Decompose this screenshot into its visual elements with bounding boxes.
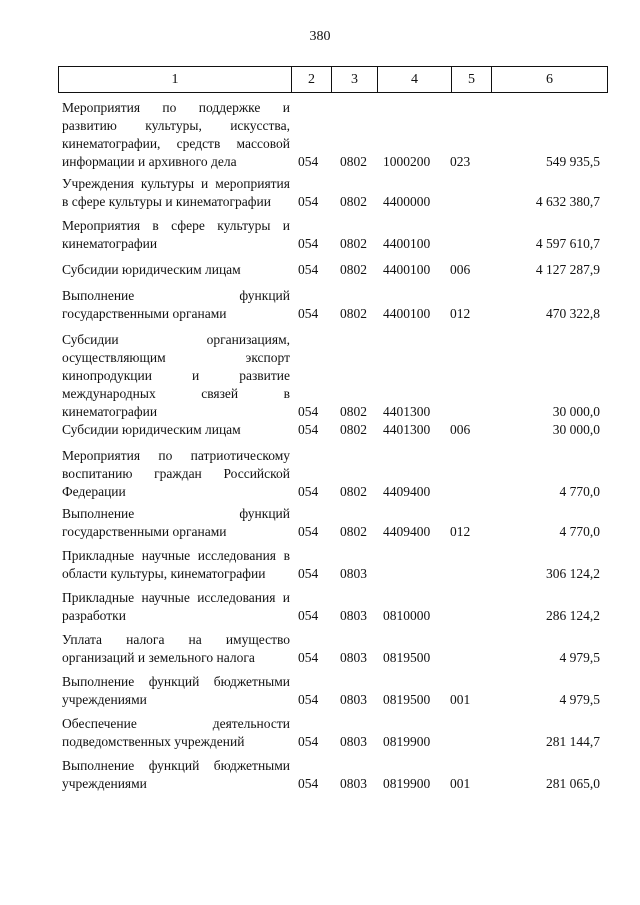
row-amount: 281 065,0 xyxy=(546,776,600,791)
row-expense-type: 012 xyxy=(450,524,471,539)
row-amount: 4 770,0 xyxy=(559,524,600,539)
row-section-code: 0803 xyxy=(340,776,367,791)
row-ministry-code: 054 xyxy=(298,608,319,623)
row-description-line: развитию культуры, искусства, xyxy=(62,118,290,133)
row-description-line: Уплата налога на имущество xyxy=(62,632,290,647)
row-amount: 470 322,8 xyxy=(546,306,600,321)
row-expense-type: 012 xyxy=(450,306,471,321)
row-description xyxy=(62,757,290,793)
row-ministry-code: 054 xyxy=(298,262,319,277)
row-ministry-code: 054 xyxy=(298,422,319,437)
row-description-line: области культуры, кинематографии xyxy=(62,566,266,581)
row-expense-type: 023 xyxy=(450,154,471,169)
row-amount: 281 144,7 xyxy=(546,734,600,749)
row-description-line: Выполнение функций бюджетными xyxy=(62,674,290,689)
row-target-article: 0819900 xyxy=(383,734,431,749)
row-target-article: 0819500 xyxy=(383,650,431,665)
row-description-line: Выполнение функций xyxy=(62,506,290,521)
row-description-line: кинематографии xyxy=(62,404,158,419)
row-ministry-code: 054 xyxy=(298,404,319,419)
row-description xyxy=(62,421,290,439)
row-ministry-code: 054 xyxy=(298,776,319,791)
row-amount: 549 935,5 xyxy=(546,154,600,169)
row-description-line: учреждениями xyxy=(62,692,147,707)
row-target-article: 1000200 xyxy=(383,154,431,169)
row-ministry-code: 054 xyxy=(298,734,319,749)
row-section-code: 0802 xyxy=(340,262,367,277)
row-ministry-code: 054 xyxy=(298,692,319,707)
page-number: 380 xyxy=(309,29,331,44)
row-description xyxy=(62,631,290,667)
row-ministry-code: 054 xyxy=(298,306,319,321)
row-description xyxy=(62,261,290,279)
row-description-line: Субсидии организациям, xyxy=(62,332,290,347)
row-description-line: учреждениями xyxy=(62,776,147,791)
column-header-1: 1 xyxy=(59,67,292,93)
row-section-code: 0802 xyxy=(340,154,367,169)
row-description-line: Субсидии юридическим лицам xyxy=(62,422,241,437)
row-description-line: организаций и земельного налога xyxy=(62,650,255,665)
row-target-article: 4400100 xyxy=(383,236,431,251)
row-section-code: 0803 xyxy=(340,608,367,623)
row-description xyxy=(62,287,290,323)
row-section-code: 0802 xyxy=(340,306,367,321)
row-amount: 306 124,2 xyxy=(546,566,600,581)
row-section-code: 0803 xyxy=(340,566,367,581)
column-header-3: 3 xyxy=(332,67,378,93)
row-description-line: Прикладные научные исследования и xyxy=(62,590,290,605)
row-section-code: 0802 xyxy=(340,404,367,419)
row-description xyxy=(62,99,290,171)
row-amount: 30 000,0 xyxy=(552,422,600,437)
row-amount: 30 000,0 xyxy=(552,404,600,419)
row-description-line: Выполнение функций бюджетными xyxy=(62,758,290,773)
row-description xyxy=(62,589,290,625)
row-target-article: 0819900 xyxy=(383,776,431,791)
row-ministry-code: 054 xyxy=(298,484,319,499)
row-target-article: 4400100 xyxy=(383,306,431,321)
row-ministry-code: 054 xyxy=(298,524,319,539)
row-ministry-code: 054 xyxy=(298,154,319,169)
row-target-article: 4401300 xyxy=(383,404,431,419)
row-description xyxy=(62,673,290,709)
row-section-code: 0802 xyxy=(340,422,367,437)
row-section-code: 0802 xyxy=(340,236,367,251)
row-description-line: воспитанию граждан Российской xyxy=(62,466,290,481)
row-amount: 4 770,0 xyxy=(559,484,600,499)
row-description-line: кинопродукции и развитие xyxy=(62,368,290,383)
row-description-line: государственными органами xyxy=(62,524,227,539)
row-amount: 4 632 380,7 xyxy=(535,194,600,209)
row-amount: 4 127 287,9 xyxy=(535,262,600,277)
row-target-article: 4401300 xyxy=(383,422,431,437)
row-amount: 4 597 610,7 xyxy=(535,236,600,251)
column-header-4: 4 xyxy=(378,67,452,93)
row-target-article: 4409400 xyxy=(383,524,431,539)
row-ministry-code: 054 xyxy=(298,236,319,251)
row-description xyxy=(62,217,290,253)
row-description-line: осуществляющим экспорт xyxy=(62,350,290,365)
row-description-line: Мероприятия по поддержке и xyxy=(62,100,290,115)
row-description xyxy=(62,447,290,501)
column-header-table xyxy=(58,66,608,93)
row-description-line: информации и архивного дела xyxy=(62,154,237,169)
row-target-article: 4400100 xyxy=(383,262,431,277)
row-description-line: разработки xyxy=(62,608,126,623)
row-description-line: кинематографии xyxy=(62,236,158,251)
row-section-code: 0802 xyxy=(340,484,367,499)
row-description-line: кинематографии, средств массовой xyxy=(62,136,290,151)
row-description-line: государственными органами xyxy=(62,306,227,321)
row-section-code: 0802 xyxy=(340,524,367,539)
row-description xyxy=(62,505,290,541)
row-amount: 4 979,5 xyxy=(559,692,600,707)
row-target-article: 4400000 xyxy=(383,194,431,209)
row-description-line: в сфере культуры и кинематографии xyxy=(62,194,271,209)
row-description xyxy=(62,331,290,421)
row-section-code: 0803 xyxy=(340,650,367,665)
column-header-5: 5 xyxy=(452,67,492,93)
row-target-article: 0819500 xyxy=(383,692,431,707)
row-description-line: Обеспечение деятельности xyxy=(62,716,290,731)
row-amount: 4 979,5 xyxy=(559,650,600,665)
row-target-article: 4409400 xyxy=(383,484,431,499)
row-target-article: 0810000 xyxy=(383,608,431,623)
row-description-line: Выполнение функций xyxy=(62,288,290,303)
row-description-line: подведомственных учреждений xyxy=(62,734,245,749)
row-description-line: Субсидии юридическим лицам xyxy=(62,262,241,277)
row-section-code: 0803 xyxy=(340,734,367,749)
row-description xyxy=(62,715,290,751)
column-header-2: 2 xyxy=(292,67,332,93)
row-amount: 286 124,2 xyxy=(546,608,600,623)
row-description-line: Мероприятия в сфере культуры и xyxy=(62,218,290,233)
row-ministry-code: 054 xyxy=(298,194,319,209)
row-expense-type: 001 xyxy=(450,692,471,707)
column-header-row xyxy=(59,67,608,93)
row-description xyxy=(62,547,290,583)
row-expense-type: 001 xyxy=(450,776,471,791)
row-description-line: Мероприятия по патриотическому xyxy=(62,448,290,463)
row-description-line: международных связей в xyxy=(62,386,290,401)
row-description-line: Учреждения культуры и мероприятия xyxy=(62,176,290,191)
row-expense-type: 006 xyxy=(450,262,471,277)
row-ministry-code: 054 xyxy=(298,566,319,581)
row-expense-type: 006 xyxy=(450,422,471,437)
row-description-line: Прикладные научные исследования в xyxy=(62,548,290,563)
row-ministry-code: 054 xyxy=(298,650,319,665)
column-header-6: 6 xyxy=(492,67,608,93)
row-section-code: 0803 xyxy=(340,692,367,707)
row-description xyxy=(62,175,290,211)
row-section-code: 0802 xyxy=(340,194,367,209)
row-description-line: Федерации xyxy=(62,484,126,499)
